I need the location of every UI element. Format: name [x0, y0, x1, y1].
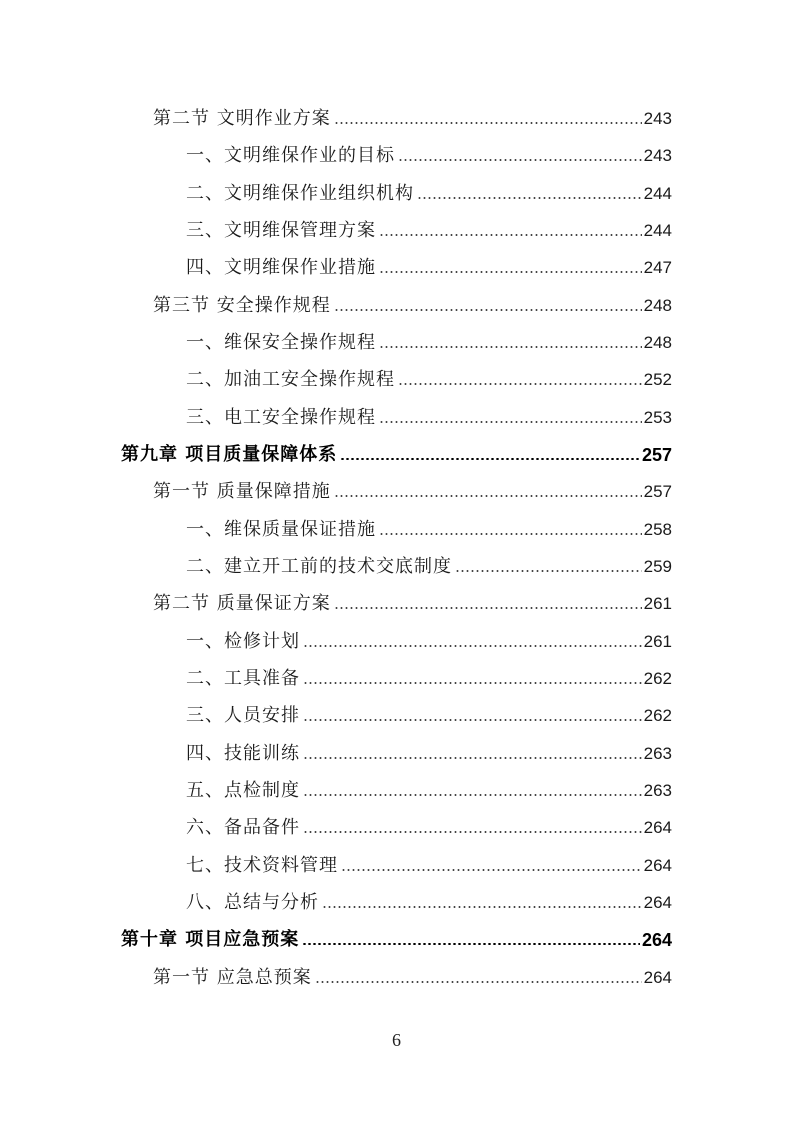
toc-entry-label: 四、文明维保作业措施	[186, 257, 376, 278]
dot-leader	[398, 383, 642, 385]
toc-entry-page: 264	[643, 893, 672, 912]
toc-entry-page: 264	[643, 818, 672, 837]
toc-entry-label: 五、点检制度	[186, 780, 300, 801]
toc-entry[interactable]	[186, 515, 672, 545]
toc-entry-page: 263	[643, 781, 672, 800]
toc-chapter-entry[interactable]	[121, 925, 672, 955]
dot-leader	[315, 981, 642, 983]
toc-entry-label: 二、工具准备	[186, 668, 300, 689]
toc-entry-label: 第一节 质量保障措施	[153, 481, 331, 502]
toc-entry[interactable]	[186, 627, 672, 657]
dot-leader	[334, 122, 642, 124]
toc-entry-label: 第二节 文明作业方案	[153, 108, 331, 129]
toc-entry[interactable]	[186, 664, 672, 694]
toc-entry[interactable]	[153, 477, 672, 507]
toc-entry[interactable]	[186, 253, 672, 283]
toc-entry[interactable]	[186, 888, 672, 918]
toc-entry-page: 243	[643, 146, 672, 165]
toc-entry-page: 262	[643, 669, 672, 688]
toc-entry-label: 二、加油工安全操作规程	[186, 369, 395, 390]
toc-entry-label: 二、文明维保作业组织机构	[186, 183, 414, 204]
dot-leader	[379, 346, 642, 348]
toc-entry-page: 264	[641, 930, 672, 950]
toc-entry-page: 244	[643, 221, 672, 240]
dot-leader	[322, 906, 642, 908]
toc-entry[interactable]	[186, 776, 672, 806]
dot-leader	[379, 234, 642, 236]
toc-entry-label: 二、建立开工前的技术交底制度	[186, 556, 452, 577]
toc-entry[interactable]	[186, 179, 672, 209]
dot-leader	[398, 159, 642, 161]
dot-leader	[302, 943, 640, 946]
dot-leader	[334, 309, 642, 311]
toc-chapter-entry[interactable]	[121, 440, 672, 470]
toc-entry-label: 第九章 项目质量保障体系	[121, 444, 338, 465]
toc-entry-page: 248	[643, 333, 672, 352]
toc-entry-label: 一、检修计划	[186, 631, 300, 652]
toc-entry[interactable]	[186, 328, 672, 358]
dot-leader	[303, 831, 642, 833]
toc-entry[interactable]	[186, 552, 672, 582]
toc-entry[interactable]	[153, 291, 672, 321]
toc-entry-label: 一、维保质量保证措施	[186, 519, 376, 540]
toc-entry-page: 248	[643, 296, 672, 315]
dot-leader	[303, 682, 642, 684]
toc-entry[interactable]	[186, 216, 672, 246]
toc-entry-label: 三、人员安排	[186, 705, 300, 726]
toc-entry-page: 259	[643, 557, 672, 576]
toc-entry-label: 第十章 项目应急预案	[121, 929, 300, 950]
dot-leader	[303, 645, 642, 647]
toc-entry[interactable]	[186, 701, 672, 731]
page-number: 6	[392, 1030, 401, 1050]
toc-entry-page: 263	[643, 744, 672, 763]
toc-entry[interactable]	[186, 813, 672, 843]
toc-entry-label: 一、文明维保作业的目标	[186, 145, 395, 166]
toc-entry-page: 243	[643, 109, 672, 128]
dot-leader	[334, 495, 642, 497]
toc-entry[interactable]	[186, 403, 672, 433]
toc-entry-page: 264	[643, 856, 672, 875]
toc-entry-label: 第一节 应急总预案	[153, 967, 312, 988]
toc-entry-label: 一、维保安全操作规程	[186, 332, 376, 353]
toc-entry-page: 244	[643, 184, 672, 203]
toc-entry-label: 第三节 安全操作规程	[153, 295, 331, 316]
toc-entry[interactable]	[186, 141, 672, 171]
dot-leader	[303, 794, 642, 796]
toc-entry-page: 247	[643, 258, 672, 277]
dot-leader	[334, 607, 642, 609]
toc-entry-label: 三、电工安全操作规程	[186, 407, 376, 428]
toc-entry-label: 三、文明维保管理方案	[186, 220, 376, 241]
toc-entry[interactable]	[153, 104, 672, 134]
toc-entry-page: 258	[643, 520, 672, 539]
toc-entry-label: 八、总结与分析	[186, 892, 319, 913]
toc-entry[interactable]	[186, 739, 672, 769]
dot-leader	[340, 458, 640, 461]
toc-entry[interactable]	[186, 851, 672, 881]
toc-entry[interactable]	[153, 589, 672, 619]
toc-entry-label: 第二节 质量保证方案	[153, 593, 331, 614]
dot-leader	[303, 757, 642, 759]
dot-leader	[379, 421, 642, 423]
toc-entry-page: 264	[643, 968, 672, 987]
toc-entry-page: 262	[643, 706, 672, 725]
dot-leader	[341, 869, 642, 871]
dot-leader	[417, 197, 642, 199]
toc-entry-label: 六、备品备件	[186, 817, 300, 838]
dot-leader	[303, 719, 642, 721]
dot-leader	[455, 570, 642, 572]
toc-entry-page: 261	[643, 632, 672, 651]
toc-entry[interactable]	[186, 365, 672, 395]
toc-entry-page: 253	[643, 408, 672, 427]
dot-leader	[379, 271, 642, 273]
toc-entry-page: 257	[641, 445, 672, 465]
toc-entry-page: 257	[643, 482, 672, 501]
toc-entry-page: 252	[643, 370, 672, 389]
toc-entry[interactable]	[153, 963, 672, 993]
toc-entry-page: 261	[643, 594, 672, 613]
toc-entry-label: 四、技能训练	[186, 743, 300, 764]
dot-leader	[379, 533, 642, 535]
toc-entry-label: 七、技术资料管理	[186, 855, 338, 876]
